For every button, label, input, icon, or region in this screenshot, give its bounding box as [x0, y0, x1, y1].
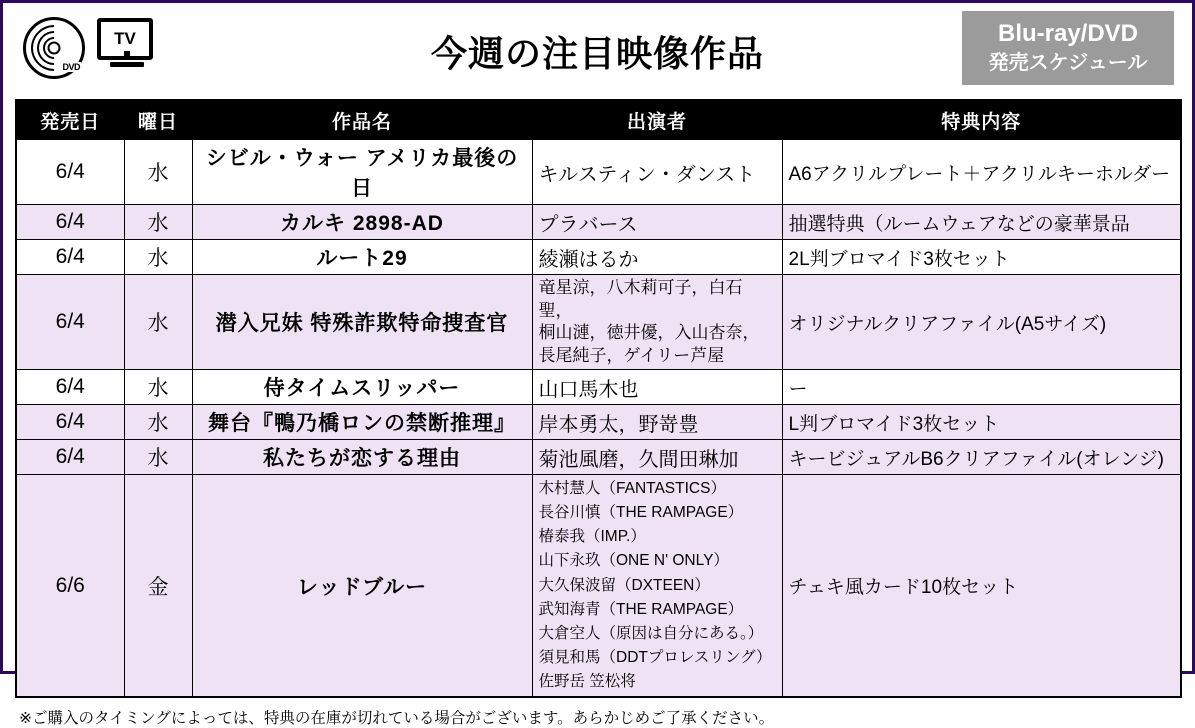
dvd-label: DVD: [62, 62, 80, 72]
dvd-disc-icon: [23, 17, 85, 79]
tv-stand: [110, 62, 144, 67]
cell-day: 水: [124, 440, 192, 475]
cast-line: 山下永玖（ONE N' ONLY）: [538, 552, 729, 570]
cell-cast: 菊池風磨，久間田琳加: [532, 440, 782, 475]
cast-line: 桐山漣，徳井優，入山杏奈，: [538, 323, 760, 343]
cell-date: 6/4: [16, 240, 124, 275]
cell-bonus: オリジナルクリアファイル(A5サイズ): [782, 275, 1181, 370]
table-row: [16, 275, 1181, 370]
table-row: [16, 240, 1181, 275]
table-row: [16, 440, 1181, 475]
cell-day: 水: [124, 405, 192, 440]
tv-icon: [97, 18, 157, 78]
cell-bonus: ー: [782, 370, 1181, 405]
cell-day: 水: [124, 275, 192, 370]
table-row: [16, 140, 1181, 205]
column-header-bonus: 特典内容: [782, 100, 1181, 140]
cast-line: 佐野岳 笠松将: [538, 672, 636, 690]
cell-day: 水: [124, 370, 192, 405]
cell-day: 水: [124, 140, 192, 205]
cell-title: 潜入兄妹 特殊詐欺特命捜査官: [192, 275, 532, 370]
cast-line: 長谷川慎（THE RAMPAGE）: [538, 504, 744, 522]
cast-line: 須見和馬（DDTプロレスリング）: [538, 648, 772, 666]
cell-title: 侍タイムスリッパー: [192, 370, 532, 405]
cast-line: 椿泰我（IMP.）: [538, 528, 646, 546]
cell-bonus: L判ブロマイド3枚セット: [782, 405, 1181, 440]
cell-cast: [532, 275, 782, 370]
cell-title: レッドブルー: [192, 475, 532, 697]
cell-date: 6/4: [16, 275, 124, 370]
footnote: ※ご購入のタイミングによっては、特典の在庫が切れている場合がございます。あらかじめご了承ください。: [19, 709, 775, 727]
column-header-cast: 出演者: [532, 100, 782, 140]
cell-day: 水: [124, 240, 192, 275]
tv-leg: [124, 51, 130, 58]
table-row: [16, 205, 1181, 240]
cell-title: ルート29: [192, 240, 532, 275]
cell-title: シビル・ウォー アメリカ最後の日: [192, 140, 532, 205]
cell-title: カルキ 2898-AD: [192, 205, 532, 240]
cell-date: 6/4: [16, 440, 124, 475]
cell-title: 舞台『鴨乃橋ロンの禁断推理』: [192, 405, 532, 440]
cell-date: 6/4: [16, 205, 124, 240]
cell-bonus: A6アクリルプレート＋アクリルキーホルダー: [782, 140, 1181, 205]
cell-date: 6/4: [16, 405, 124, 440]
cell-bonus: 2L判ブロマイド3枚セット: [782, 240, 1181, 275]
cell-date: 6/4: [16, 370, 124, 405]
cell-cast: 岸本勇太，野嵜豊: [532, 405, 782, 440]
cell-cast: [532, 475, 782, 697]
cell-cast: 山口馬木也: [532, 370, 782, 405]
column-header-day: 曜日: [124, 100, 192, 140]
table-row: [16, 405, 1181, 440]
cast-line: 大久保波留（DXTEEN）: [538, 576, 710, 594]
cell-cast: プラバース: [532, 205, 782, 240]
cell-bonus: チェキ風カード10枚セット: [782, 475, 1181, 697]
badge-line-2: 発売スケジュール: [988, 52, 1148, 75]
cell-day: 金: [124, 475, 192, 697]
cast-line: 長尾純子，ゲイリー芦屋: [538, 345, 725, 365]
format-badge: [962, 11, 1174, 85]
cast-line: 武知海青（THE RAMPAGE）: [538, 600, 744, 618]
cast-line: 木村慧人（FANTASTICS）: [538, 480, 726, 498]
cast-line: 竜星涼，八木莉可子，白石聖，: [538, 278, 743, 320]
cell-title: 私たちが恋する理由: [192, 440, 532, 475]
cell-cast: 綾瀬はるか: [532, 240, 782, 275]
page-header: [3, 3, 1192, 99]
badge-line-1: Blu-ray/DVD: [997, 20, 1139, 47]
cell-date: 6/4: [16, 140, 124, 205]
page-title: 今週の注目映像作品: [430, 32, 764, 74]
header-icon-group: [23, 17, 157, 79]
cell-bonus: キービジュアルB6クリアファイル(オレンジ): [782, 440, 1181, 475]
column-header-date: 発売日: [16, 100, 124, 140]
table-header-row: [16, 100, 1181, 140]
table-row: [16, 475, 1181, 697]
table-row: [16, 370, 1181, 405]
cast-line: 大倉空人（原因は自分にある。）: [538, 624, 764, 642]
cell-bonus: 抽選特典（ルームウェアなどの豪華景品: [782, 205, 1181, 240]
cell-day: 水: [124, 205, 192, 240]
cell-cast: キルスティン・ダンスト: [532, 140, 782, 205]
tv-screen-label: TV: [97, 18, 153, 60]
column-header-title: 作品名: [192, 100, 532, 140]
schedule-table-wrapper: [3, 99, 1192, 698]
cell-date: 6/6: [16, 475, 124, 697]
schedule-table: [15, 99, 1182, 698]
disc-hole: [48, 42, 61, 55]
